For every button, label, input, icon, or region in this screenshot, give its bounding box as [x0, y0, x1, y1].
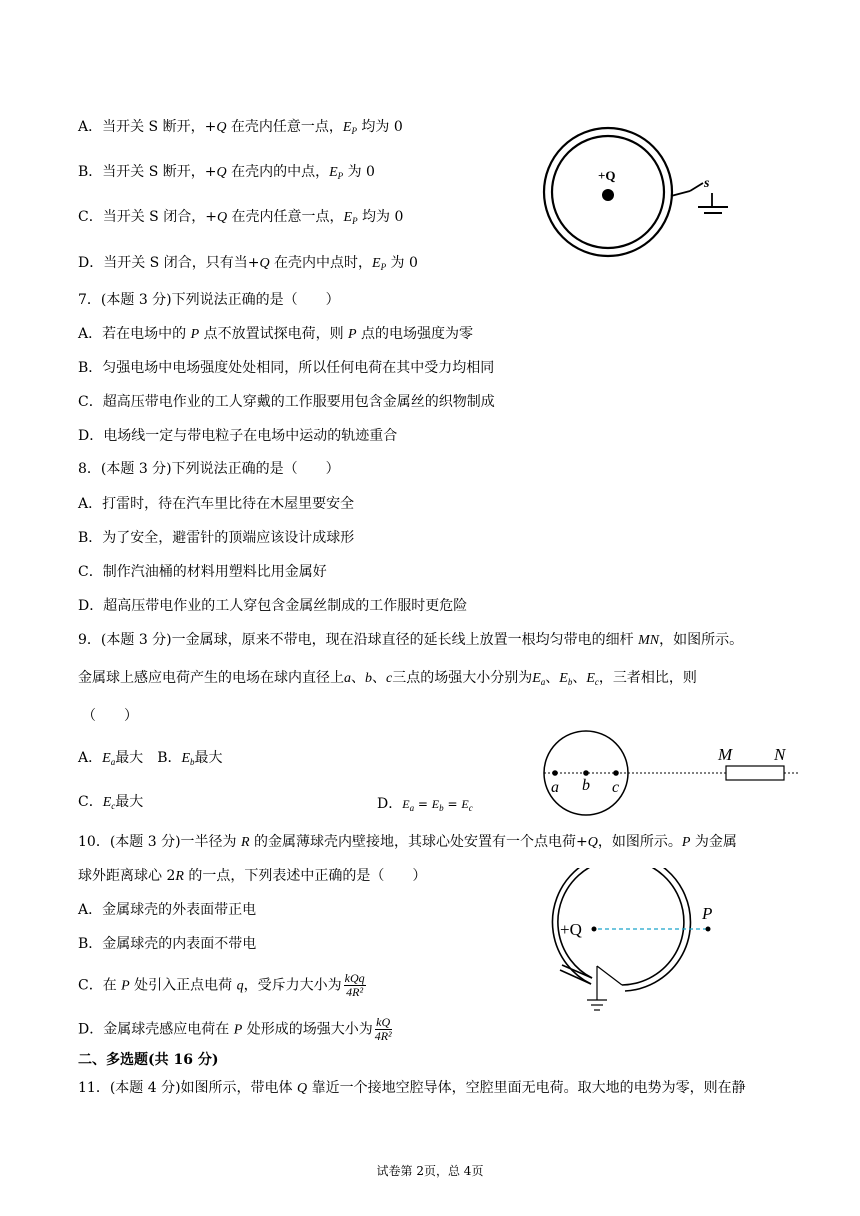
text: P: [337, 171, 344, 181]
text: A．当开关 S 断开，+: [78, 119, 217, 135]
text: 为 0: [386, 255, 418, 271]
text: c: [468, 803, 473, 813]
switch-arm: [690, 183, 703, 191]
text: 金属球上感应电荷产生的电场在球内直径上: [78, 670, 344, 686]
text: 、: [572, 670, 587, 686]
text: Q: [216, 210, 228, 225]
text: 在壳内任意一点，: [226, 119, 343, 135]
text: Q: [216, 165, 227, 180]
q6-option-d: [78, 253, 418, 277]
text: 三点的场强大小分别为: [392, 670, 533, 686]
q10-stem-line1: [78, 832, 737, 853]
text: 、: [545, 670, 560, 686]
text: P: [351, 126, 357, 136]
charge-dot: [602, 189, 614, 201]
point-b: [583, 770, 589, 776]
point-p-label: P: [702, 904, 713, 923]
text: E: [343, 210, 353, 225]
q6-shell-figure: [540, 125, 740, 260]
label-c: c: [612, 779, 620, 796]
text: b: [190, 757, 195, 767]
text: E: [102, 795, 112, 810]
text: 最大: [115, 750, 144, 766]
q9-answer-paren: （ ）: [82, 708, 138, 724]
text: R: [175, 869, 184, 884]
text: Q: [297, 1081, 308, 1096]
text: C．: [78, 794, 103, 810]
text: 的一点，下列表述中正确的是（ ）: [183, 868, 427, 884]
point-a: [552, 770, 558, 776]
text: 10．(本题 3 分)一半径为: [78, 834, 241, 850]
q9-option-d: [377, 794, 473, 818]
text: R: [241, 835, 250, 850]
text: b: [365, 671, 372, 686]
text: ，三者相比，则: [598, 670, 697, 686]
q7-option-a: [78, 324, 473, 345]
label-a: a: [551, 779, 559, 796]
point-c: [613, 770, 619, 776]
ground-lead-1: [560, 970, 591, 984]
text: E: [461, 797, 469, 811]
text: E: [102, 751, 111, 766]
text: =: [447, 797, 458, 811]
text: a: [344, 671, 351, 686]
q8-option-a: A．打雷时，待在汽车里比待在木屋里要安全: [78, 496, 355, 512]
denominator: 4R²: [374, 1029, 392, 1043]
text: 9．(本题 3 分)一金属球，原来不带电，现在沿球直径的延长线上放置一根均匀带电的细杆: [78, 632, 639, 648]
q8-option-d: D．超高压带电作业的工人穿包含金属丝制成的工作服时更危险: [78, 598, 468, 614]
text: P: [352, 216, 358, 226]
text: 处形成的场强大小为: [242, 1021, 373, 1038]
q8-stem: 8．(本题 3 分)下列说法正确的是（ ）: [78, 461, 340, 477]
text: a: [540, 677, 546, 687]
q7-stem: 7．(本题 3 分)下列说法正确的是（ ）: [78, 292, 340, 308]
text: P: [233, 1022, 243, 1038]
text: A．: [78, 750, 103, 766]
text: a: [110, 757, 116, 767]
q8-option-c: C．制作汽油桶的材料用塑料比用金属好: [78, 564, 327, 580]
text: C．当开关 S 闭合，+: [78, 209, 217, 225]
text: Q: [259, 256, 270, 271]
text: 为 0: [343, 164, 375, 180]
text: E: [402, 797, 410, 811]
switch-label: s: [704, 176, 710, 191]
q10-option-d: [78, 1016, 392, 1043]
text: c: [594, 677, 599, 687]
text: E: [532, 671, 541, 686]
text: 在壳内任意一点，: [227, 209, 344, 225]
text: P: [681, 835, 691, 850]
text: 均为 0: [357, 209, 404, 225]
text: b: [439, 803, 444, 813]
q6-option-c: [78, 207, 403, 231]
text: 点不放置试探电荷，则: [199, 326, 349, 342]
ground-inner-wire: [597, 966, 622, 985]
text: 、: [351, 670, 365, 686]
fraction: [344, 972, 366, 999]
text: 最大: [194, 750, 223, 766]
q11-stem: [78, 1078, 746, 1099]
text: Q: [216, 120, 227, 135]
text: a: [409, 803, 415, 813]
text: ，如图所示。: [659, 632, 744, 648]
text: c: [386, 671, 393, 686]
text: C．在: [78, 977, 122, 994]
q9-stem-line2: [78, 668, 697, 692]
q10-option-a: A．金属球壳的外表面带正电: [78, 902, 257, 918]
text: B．当开关 S 断开，+: [78, 164, 217, 180]
charge-label: +Q: [560, 920, 582, 939]
text: E: [329, 165, 338, 180]
q10-stem-line2: [78, 866, 426, 887]
q9-stem-line1: [78, 630, 743, 651]
charged-rod: [726, 766, 784, 780]
text: 为金属: [690, 834, 737, 850]
denominator: 4R²: [346, 985, 364, 999]
text: B．: [157, 750, 182, 766]
charge-dot: [592, 927, 597, 932]
q10-grounded-shell-figure: [530, 868, 730, 1018]
q7-option-c: C．超高压带电作业的工人穿戴的工作服要用包含金属丝的织物制成: [78, 394, 495, 410]
text: c: [111, 801, 116, 811]
text: =: [417, 797, 428, 811]
page-footer: 试卷第 2页，总 4页: [376, 1164, 484, 1178]
text: 最大: [115, 794, 144, 810]
text: 球外距离球心 2: [78, 868, 176, 884]
label-b: b: [582, 777, 590, 794]
q9-options-ab: [78, 748, 223, 772]
text: P: [190, 327, 200, 342]
text: ，受斥力大小为: [243, 977, 342, 994]
text: E: [586, 671, 595, 686]
q7-option-b: B．匀强电场中电场强度处处相同，所以任何电荷在其中受力均相同: [78, 360, 495, 376]
text: E: [431, 797, 440, 811]
fraction: [375, 1016, 392, 1043]
wire: [671, 191, 690, 196]
label-m: M: [718, 745, 733, 764]
q10-option-b: B．金属球壳的内表面不带电: [78, 936, 257, 952]
text: E: [559, 671, 568, 686]
q6-option-a: [78, 117, 403, 141]
text: E: [181, 751, 191, 766]
text: 点的电场强度为零: [356, 326, 474, 342]
section-heading: 二、多选题(共 16 分): [78, 1052, 219, 1068]
text: P: [380, 262, 387, 272]
text: E: [372, 256, 381, 271]
charge-label: +Q: [598, 168, 616, 183]
text: 的金属薄球壳内壁接地，其球心处安置有一个点电荷+: [249, 834, 588, 850]
text: 在壳内中点时，: [269, 255, 373, 271]
text: A．若在电场中的: [78, 326, 191, 342]
numerator: kQ: [376, 1015, 391, 1029]
q6-option-b: [78, 162, 375, 186]
text: ，如图所示。: [597, 834, 682, 850]
numerator: kQq: [344, 971, 365, 985]
text: Q: [587, 835, 598, 850]
text: 、: [372, 670, 386, 686]
text: 在壳内的中点，: [226, 164, 330, 180]
text: D．当开关 S 闭合，只有当+: [78, 255, 260, 271]
label-n: N: [774, 745, 786, 764]
text: D．金属球壳感应电荷在: [78, 1021, 234, 1038]
point-p: [706, 927, 711, 932]
text: 靠近一个接地空腔导体，空腔里面无电荷。取大地的电势为零，则在静: [307, 1080, 746, 1096]
text: P: [348, 327, 357, 342]
text: D．: [377, 796, 403, 812]
q9-option-c: [78, 792, 143, 816]
text: P: [121, 978, 130, 994]
q8-option-b: B．为了安全，避雷针的顶端应该设计成球形: [78, 530, 355, 546]
text: MN: [638, 633, 660, 648]
text: 均为 0: [356, 119, 403, 135]
q7-option-d: D．电场线一定与带电粒子在电场中运动的轨迹重合: [78, 428, 398, 444]
text: 11．(本题 4 分)如图所示，带电体: [78, 1080, 297, 1096]
q10-option-c: [78, 972, 366, 999]
q9-sphere-rod-figure: [538, 728, 800, 818]
text: q: [236, 978, 244, 994]
text: 处引入正点电荷: [129, 977, 237, 994]
text: b: [567, 677, 573, 687]
text: E: [342, 120, 352, 135]
